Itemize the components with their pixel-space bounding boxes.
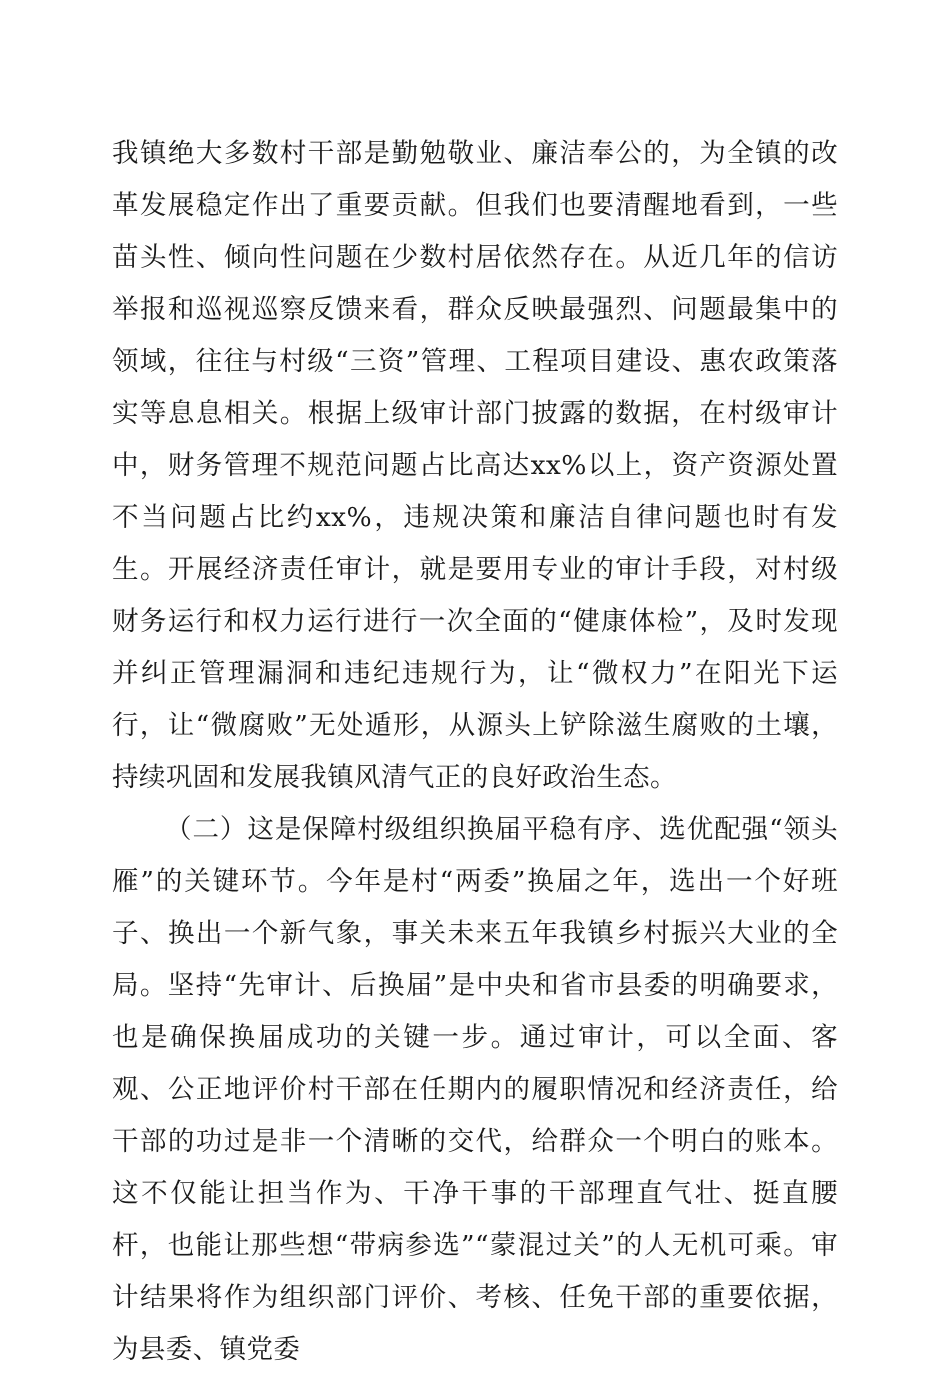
document-body [112,128,838,1376]
paragraph-1: 我镇绝大多数村干部是勤勉敬业、廉洁奉公的，为全镇的改革发展稳定作出了重要贡献。但我们也要清醒地看到，一些苗头性、倾向性问题在少数村居依然存在。从近几年的信访举报和巡视巡察反馈来看，群众反映最强烈、问题最集中的领域，往往与村级“三资”管理、工程项目建设、惠农政策落实等息息相关。根据上级审计部门披露的数据，在村级审计中，财务管理不规范问题占比高达xx%以上，资产资源处置不当问题占比约xx%，违规决策和廉洁自律问题也时有发生。开展经济责任审计，就是要用专业的审计手段，对村级财务运行和权力运行进行一次全面的“健康体检”，及时发现并纠正管理漏洞和违纪违规行为，让“微权力”在阳光下运行，让“微腐败”无处遁形，从源头上铲除滋生腐败的土壤，持续巩固和发展我镇风清气正的良好政治生态。 [112,138,838,793]
paragraph-2: （二）这是保障村级组织换届平稳有序、选优配强“领头雁”的关键环节。今年是村“两委”换届之年，选出一个好班子、换出一个新气象，事关未来五年我镇乡村振兴大业的全局。坚持“先审计、后换届”是中央和省市县委的明确要求，也是确保换届成功的关键一步。通过审计，可以全面、客观、公正地评价村干部在任期内的履职情况和经济责任，给干部的功过是非一个清晰的交代，给群众一个明白的账本。这不仅能让担当作为、干净干事的干部理直气壮、挺直腰杆，也能让那些想“带病参选”“蒙混过关”的人无机可乘。审计结果将作为组织部门评价、考核、任免干部的重要依据，为县委、镇党委 [112,814,838,1365]
